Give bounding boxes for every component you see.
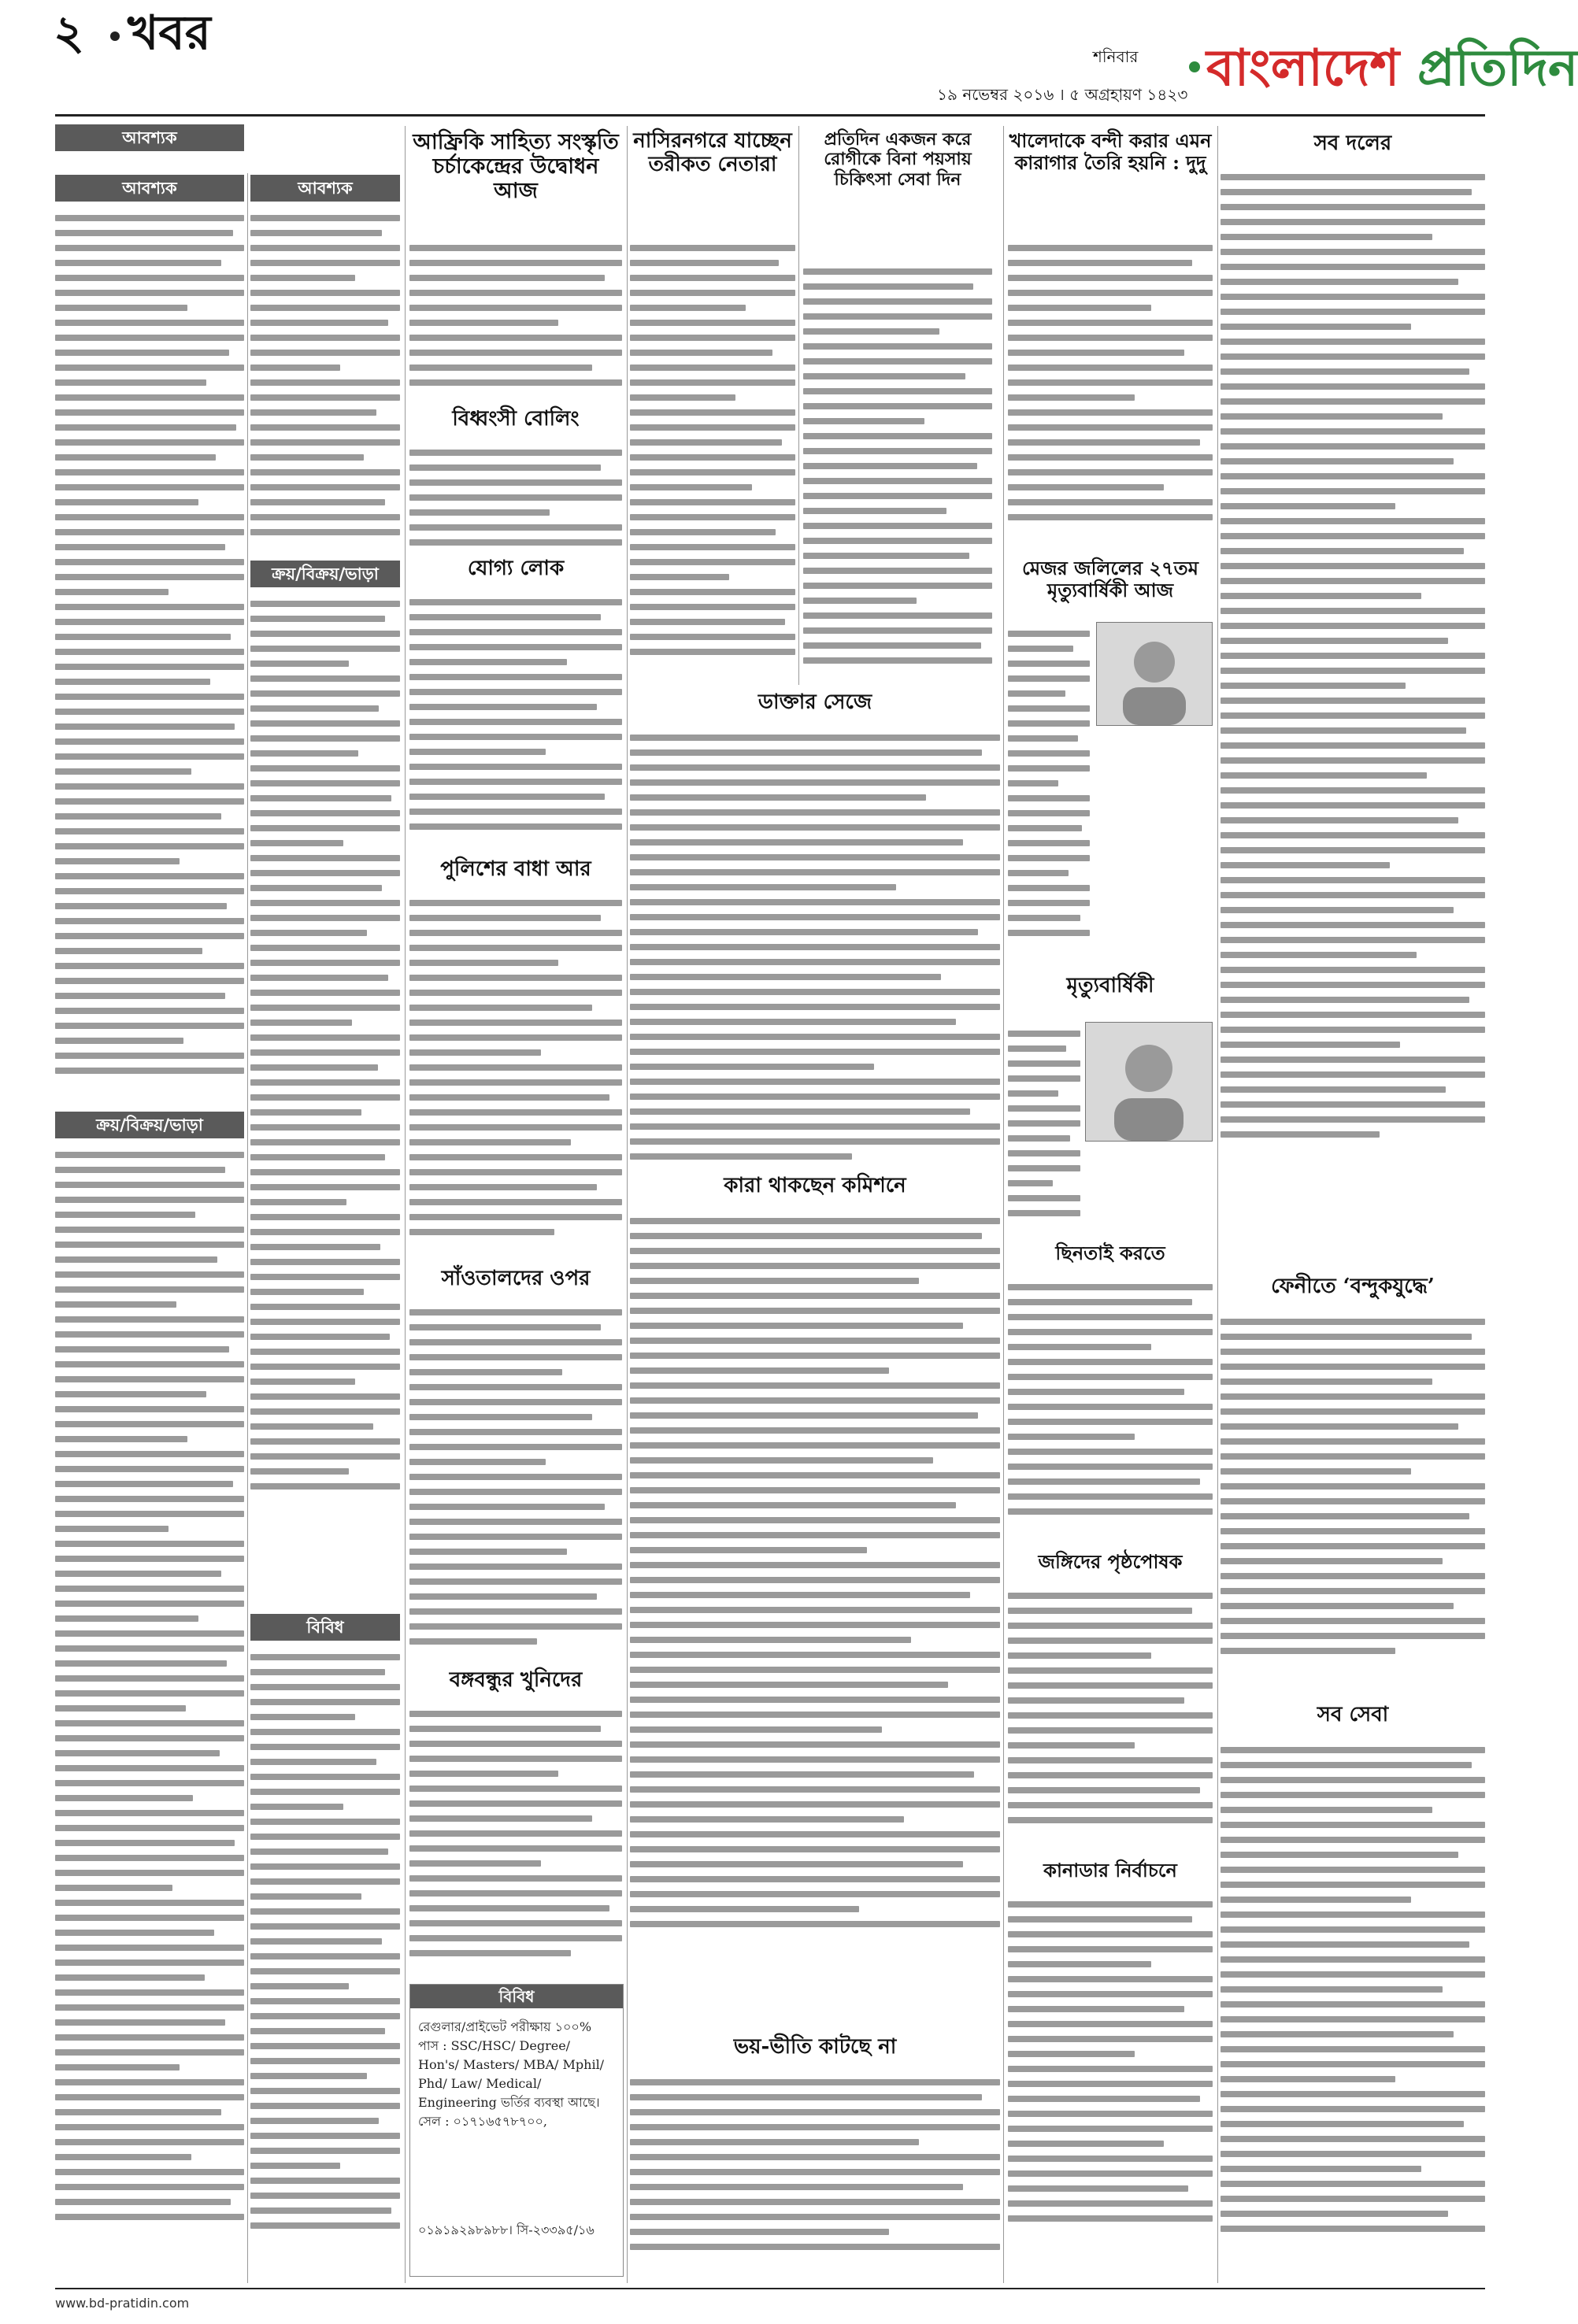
article-nasirnagar-text <box>630 236 795 685</box>
article-santal-text <box>409 1301 622 1663</box>
bottom-ad-box <box>409 1984 624 2277</box>
headline-bangabandhu: বঙ্গবন্ধুর খুনিদের <box>449 1668 583 1692</box>
logo-pratidin: প্রতিদিন <box>1417 39 1578 98</box>
article-doctor-text <box>630 726 1000 1167</box>
article-sob-seba-text <box>1221 1738 1485 2277</box>
headline-feni: ফেনীতে ‘বন্দুকযুদ্ধে’ <box>1271 1275 1435 1298</box>
headline-bishwangshi: বিধ্বংসী বোলিং <box>452 407 580 431</box>
article-canada-text <box>1008 1893 1213 2275</box>
bottom-ad-phone: ০১৯১৯২৯৮৯৮৮। সি-২৩৩৯৫/১৬ <box>418 2222 595 2237</box>
column-divider <box>247 173 248 2283</box>
footer-web: www.bd-pratidin.com <box>55 2296 190 2311</box>
headline-yoga: যোগ্য লোক <box>467 557 565 580</box>
section-title: খবর <box>128 6 211 61</box>
article-police-text <box>409 891 622 1261</box>
column-divider <box>1217 126 1218 2283</box>
column-divider <box>627 126 628 2283</box>
article-death-anniversary-text <box>1008 622 1090 968</box>
classified-misc-text <box>250 1645 400 2275</box>
article-treatment-text <box>803 260 992 685</box>
classified-col1-text <box>55 206 244 1104</box>
headline-chintai: ছিনতাই করতে <box>1055 1242 1165 1264</box>
article-bishwangshi-text <box>409 441 622 551</box>
column-divider <box>798 126 799 685</box>
column-divider <box>405 126 406 2283</box>
classified-misc-header: বিবিধ <box>250 1614 400 1641</box>
classified-col2-buy-sell-text <box>250 592 400 1608</box>
headline-sob-seba: সব সেবা <box>1317 1703 1389 1726</box>
classified-buy-sell-text <box>55 1143 244 2277</box>
masthead-day: শনিবার <box>1093 47 1139 66</box>
headline-police: পুলিশের বাধা আর <box>440 857 591 881</box>
bottom-ad-header: বিবিধ <box>410 1985 623 2008</box>
article-khaleda-text <box>1008 236 1213 551</box>
footer-rule <box>55 2288 1485 2289</box>
article-obituary-text <box>1008 1022 1080 1234</box>
headline-treatment: প্রতিদিন একজন করে রোগীকে বিনা পয়সায় চিকিৎসা সেবা দিন <box>824 129 972 190</box>
headline-nasirnagar: নাসিরনগরে যাচ্ছেন তরীকত নেতারা <box>633 129 792 176</box>
headline-santal: সাঁওতালদের ওপর <box>441 1267 591 1290</box>
classified-buy-sell-header-2: ক্রয়/বিক্রয়/ভাড়া <box>250 561 400 587</box>
article-yoga-text <box>409 590 622 850</box>
masthead-rule <box>55 114 1485 117</box>
headline-death-anniversary: মেজর জলিলের ২৭তম মৃত্যুবার্ষিকী আজ <box>1022 557 1198 601</box>
classified-buy-sell-header: ক্রয়/বিক্রয়/ভাড়া <box>55 1112 244 1138</box>
photo-obituary <box>1085 1022 1213 1142</box>
column-divider <box>1003 126 1004 2283</box>
bottom-ad-body: রেগুলার/প্রাইভেট পরীক্ষায় ১০০% পাস : SSC/HSC/ Degree/ Hon's/ Masters/ MBA/ Mphil/ Phd/ Law/ Medical/ Engineering ভর্তির ব্যবস্থা আছে। সেল : ০১৭১৬৫৭৮৭০০, <box>418 2019 605 2129</box>
headline-kara: কারা থাকছেন কমিশনে <box>724 1174 906 1197</box>
classified-header-aboshyok: আবশ্যক <box>55 124 244 151</box>
article-africa-text <box>409 236 622 402</box>
classified-col2-text <box>250 206 400 553</box>
article-feni-text <box>1221 1310 1485 1696</box>
article-jongi-text <box>1008 1584 1213 1852</box>
headline-obituary: মৃত্যুবার্ষিকী <box>1066 974 1154 997</box>
headline-jongi: জঙ্গিদের পৃষ্ঠপোষক <box>1038 1550 1183 1573</box>
headline-canada: কানাডার নির্বাচনে <box>1043 1859 1177 1882</box>
article-chintai-text <box>1008 1275 1213 1543</box>
article-bangabandhu-text <box>409 1702 622 1970</box>
headline-africa: আফ্রিকি সাহিত্য সংস্কৃতি চর্চাকেন্দ্রের উদ্বোধন আজ <box>413 130 619 204</box>
headline-fear: ভয়-ভীতি কাটছে না <box>733 2035 897 2059</box>
headline-doctor: ডাক্তার সেজে <box>758 690 872 714</box>
article-sob-doler-text <box>1221 165 1485 1267</box>
article-fear-text <box>630 2071 1000 2275</box>
headline-khaleda: খালেদাকে বন্দী করার এমন কারাগার তৈরি হয়নি : দুদু <box>1009 129 1212 174</box>
logo-bangladesh: বাংলাদেশ <box>1206 39 1400 98</box>
headline-sob-doler: সব দলের <box>1313 131 1392 155</box>
classified-col2-header: আবশ্যক <box>250 175 400 202</box>
page-number: ২ <box>54 6 85 61</box>
classified-col1-header: আবশ্যক <box>55 175 244 202</box>
masthead-date: ১৯ নভেম্বর ২০১৬ । ৫ অগ্রহায়ণ ১৪২৩ <box>937 85 1188 104</box>
bullet-icon <box>110 31 120 41</box>
logo-dot <box>1189 61 1200 72</box>
photo-major-jalil <box>1096 622 1213 726</box>
article-kara-text <box>630 1209 1000 2028</box>
